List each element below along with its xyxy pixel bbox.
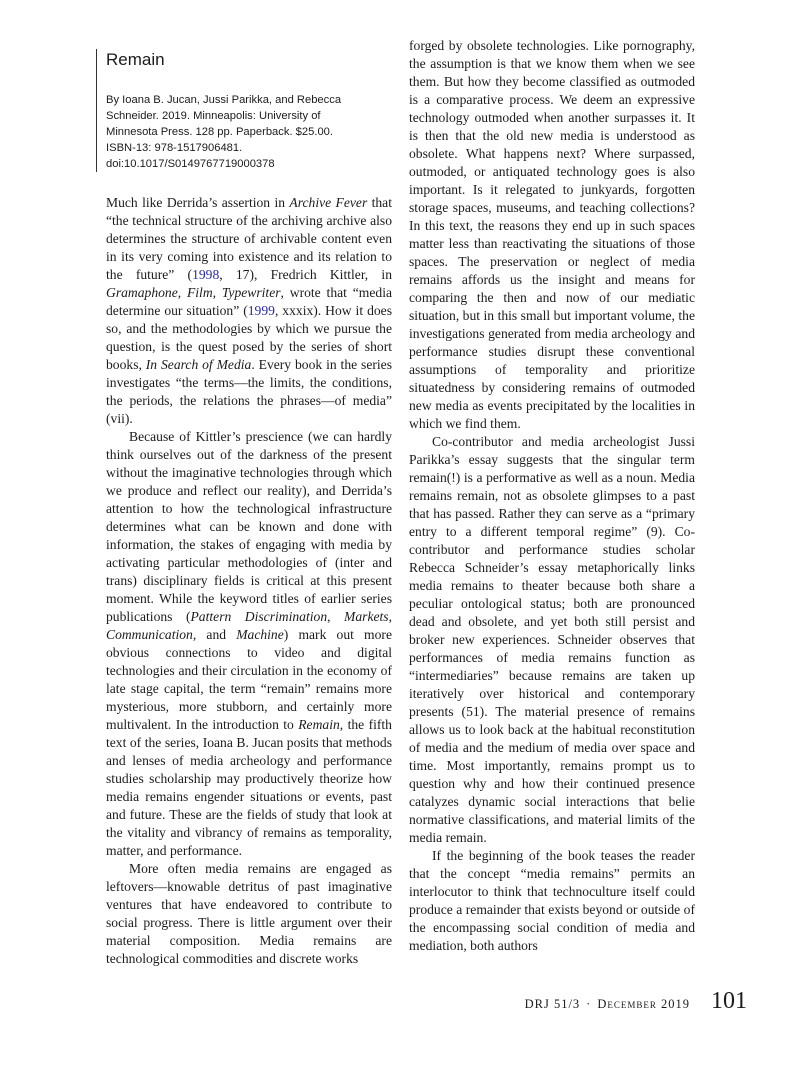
work-title: Pattern Discrimination (190, 609, 328, 624)
paragraph: More often media remains are engaged as leftovers—knowable detritus of past imaginative ventures that have endeavored to contribute to social progress. There is little argument over their material composition. Media remains are technological commodities and discrete works (106, 861, 392, 966)
review-title: Remain (106, 50, 165, 69)
bibliographic-info (106, 92, 392, 172)
doi-link[interactable]: doi:10.1017/S0149767719000378 (106, 158, 275, 170)
work-title: Machine (236, 627, 284, 642)
work-title: Gramaphone, Film, Typewriter (106, 285, 281, 300)
work-title: In Search of Media (145, 357, 252, 372)
review-header (96, 49, 392, 172)
citation-link[interactable]: 1998 (192, 267, 220, 282)
citation-link[interactable]: 1999 (247, 303, 275, 318)
paragraph: Much like Derrida’s assertion in Archive Fever that “the technical structure of the archiving archive also determines the structure of archivable content even in its very coming into existence and its relation to the future” (1998, 17), Fredrich Kittler, in Gramaphone, Film, Typewriter, wrote that “media determine our situation” (1999, xxxix). How it does so, and the methodologies by which we pursue the question, is the quest posed by the series of short books, In Search of Media. Every book in the series investigates “the terms—the limits, the conditions, the periods, the relations the phrases—of media” (vii). (106, 195, 393, 426)
work-title: Archive Fever (289, 195, 368, 210)
work-title: Markets (344, 609, 389, 624)
journal-name: DRJ (524, 997, 550, 1011)
journal-citation (525, 997, 690, 1012)
left-column (106, 37, 392, 968)
paragraph: Because of Kittler’s prescience (we can hardly think ourselves out of the darkness of the present without the imaginative technologies through which we produce and reflect our reality), and Derrida’s attention to how the technological infrastructure determines what can be known and done with information, the stakes of engaging with media by activating particular methodologies of (inter and trans) disciplinary fields is critical at this present moment. While the keyword titles of earlier series publications (Pattern Discrimination, Markets, Communication, and Machine) mark out more obvious connections to video and digital technologies and their circulation in the economy of late stage capital, the term “remain” remains more mysterious, more stubborn, and certainly more multivalent. In the introduction to Remain, the fifth text of the series, Ioana B. Jucan posits that methods and lenses of media archeology and performance studies scholarship may productively theorize how media remains engender situations or events, past and future. These are the fields of study that look at the vitality and vibrancy of remains as temporality, matter, and performance. (106, 429, 392, 858)
right-column (409, 37, 695, 955)
journal-issue: 51/3 (553, 997, 581, 1011)
work-title: Remain (298, 717, 340, 732)
work-title: Communication (106, 627, 193, 642)
page-number: 101 (711, 988, 747, 1014)
paragraph: forged by obsolete technologies. Like pornography, the assumption is that we know them when we see them. But how they become classified as outmoded is a comparative process. We deem an expressive technology outmoded when another surpasses it. It is then that the old new media is understood as obsolete. What happens next? Where surpassed, outmoded, or antiquated technology goes is also important. Is it relegated to junkyards, forgotten storage spaces, museums, and teaching collections? In this text, the reasons they end up in such spaces matter less than reactivating the situations of those spaces. The preservation or neglect of media remains affords us the insight and means for comparing the then and now of our mediatic situation, but in this small but important volume, the investigations generated from media archeology and performance studies disrupt these conventional assumptions of temporality and prioritize situatedness by considering remains of outmoded new media as events precipitated by the localities in which we find them. (409, 38, 695, 431)
meta-line: Schneider. 2019. Minneapolis: University of (106, 110, 321, 122)
meta-line: Minnesota Press. 128 pp. Paperback. $25.00. (106, 126, 334, 138)
paragraph: Co-contributor and media archeologist Jussi Parikka’s essay suggests that the singular term remain(!) is a performative as well as a noun. Media remains remain, not as obsolete glimpses to a past that has passed. Rather they can serve as a “primary entry to a different temporal regime” (9). Co-contributor and performance studies scholar Rebecca Schneider’s essay metaphorically links media remains to theater because both share a peculiar ontological status; both are pronounced dead and obsolete, and yet both still persist and broker new experiences. Schneider observes that performances of media remains function as “intermediaries” because remains are taken up iteratively over historical and contemporary presents (51). The material presence of remains allows us to look back at the habitual reconstitution of media and the medium of media over space and time. Most importantly, remains prompt us to question why and how their continued presence catalyzes dynamic social interactions that belie normative classifications, and material limits of the media remain. (409, 434, 695, 845)
page-footer (0, 988, 801, 1018)
paragraph: If the beginning of the book teases the reader that the concept “media remains” permits an interlocutor to think that technoculture itself could produce a remainder that exists beyond or outside of the encompassing social condition of media and mediation, both authors (409, 848, 695, 953)
isbn: ISBN-13: 978-1517906481. (106, 142, 243, 154)
issue-date: December 2019 (597, 997, 690, 1011)
meta-line: By Ioana B. Jucan, Jussi Parikka, and Rebecca (106, 94, 342, 106)
separator: · (586, 997, 592, 1011)
